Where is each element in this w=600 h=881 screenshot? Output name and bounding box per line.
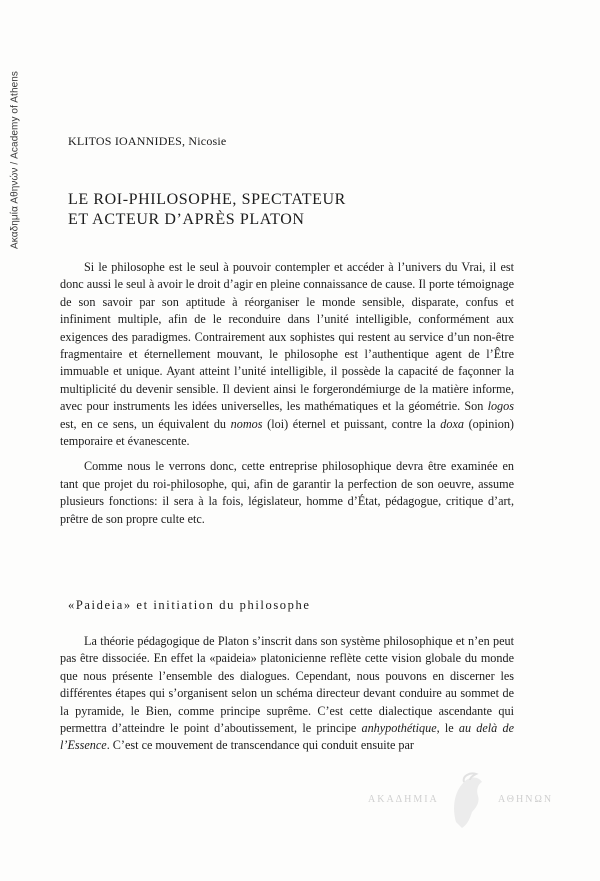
- p1-text-2: est, en ce sens, un équivalent du: [60, 416, 231, 431]
- p1-italic-doxa: doxa: [440, 416, 464, 431]
- paragraph-2: Comme nous le verrons donc, cette entreprise philosophique devra être examinée en tant que projet du roi-philosophe, qui, afin de garantir la perfection de son oeuvre, assume plusieurs fonctions: il sera à la fois, législateur, homme d’État, pédagogue, critique d’art, prêtre de son propre culte etc.: [60, 459, 514, 526]
- title-line-2: ET ACTEUR D’APRÈS PLATON: [68, 211, 305, 228]
- section-heading: «Paideia» et initiation du philosophe: [68, 598, 311, 612]
- p3-italic-anhypothetique: anhypothétique: [361, 721, 437, 736]
- archive-side-watermark: [4, 40, 26, 280]
- paragraph-1: [60, 259, 514, 450]
- seal-left-word: ΑΚΑΔΗΜΙΑ: [368, 794, 439, 805]
- author-line: [68, 134, 226, 149]
- p3-text-1: La théorie pédagogique de Platon s’inscrit dans son système philosophique et n’en peut pas être dissociée. En effet la «paideia» platonicienne reflète cette vision globale du monde que nous présente l’ensemble des dialogues. Cependant, nous pouvons en discerner les différentes étapes qui s’organisent selon un schéma directeur devant conduire au sommet de la pyramide, le Bien, comme principe suprême. C’est cette dialectique ascendante qui permettra d’atteindre le point d’aboutissement, le principe: [60, 634, 514, 736]
- p3-text-3: . C’est ce mouvement de transcendance qui conduit ensuite par: [106, 738, 414, 753]
- academy-seal-watermark: [368, 772, 568, 832]
- p1-italic-nomos: nomos: [230, 416, 263, 431]
- p3-italic-au-dela: au delà de l’Essence: [60, 721, 514, 753]
- title-line-1: LE ROI-PHILOSOPHE, SPECTATEUR: [68, 191, 346, 208]
- paragraph-3: [60, 633, 514, 755]
- athena-head-icon: [448, 772, 488, 830]
- p3-text-2: , le: [436, 721, 459, 736]
- p1-text-3: (loi) éternel et puissant, contre la: [262, 416, 441, 431]
- article-title: [68, 190, 346, 230]
- intro-body: [60, 259, 514, 528]
- p1-text-4: (opinion) temporaire et évanescente.: [60, 416, 514, 449]
- p1-italic-logos: logos: [487, 399, 514, 414]
- seal-right-word: ΑΘΗΝΩΝ: [498, 794, 554, 805]
- section-body: [60, 633, 514, 755]
- author-separator: ,: [181, 134, 189, 148]
- p1-text-1: Si le philosophe est le seul à pouvoir contempler et accéder à l’univers du Vrai, il est donc aussi le seul à avoir le droit d’agir en pleine connaissance de cause. Il porte témoignage de son savoir par son aptitude à réorganiser le monde sensible, disparate, confus et infiniment multiple, afin de le reconduire dans l’unité intelligible, conformément aux exigences des paradigmes. Contrairement aux sophistes qui restent au service d’un non-être fragmentaire et éternellement mouvant, le philosophe est l’authentique agent de l’Être immuable et unique. Ayant atteint l’unité intelligible, il possède la capacité de façonner la multiplicité du devenir sensible. Il devient ainsi le forgerondémiurge de la matière informe, avec pour instruments les idées universelles, les mathématiques et la géométrie. Son: [60, 260, 514, 414]
- author-place: Nicosie: [188, 134, 227, 148]
- watermark-side-text: Ακαδημία Αθηνών / Academy of Athens: [9, 70, 21, 250]
- author-name: KLITOS IOANNIDES: [68, 134, 182, 148]
